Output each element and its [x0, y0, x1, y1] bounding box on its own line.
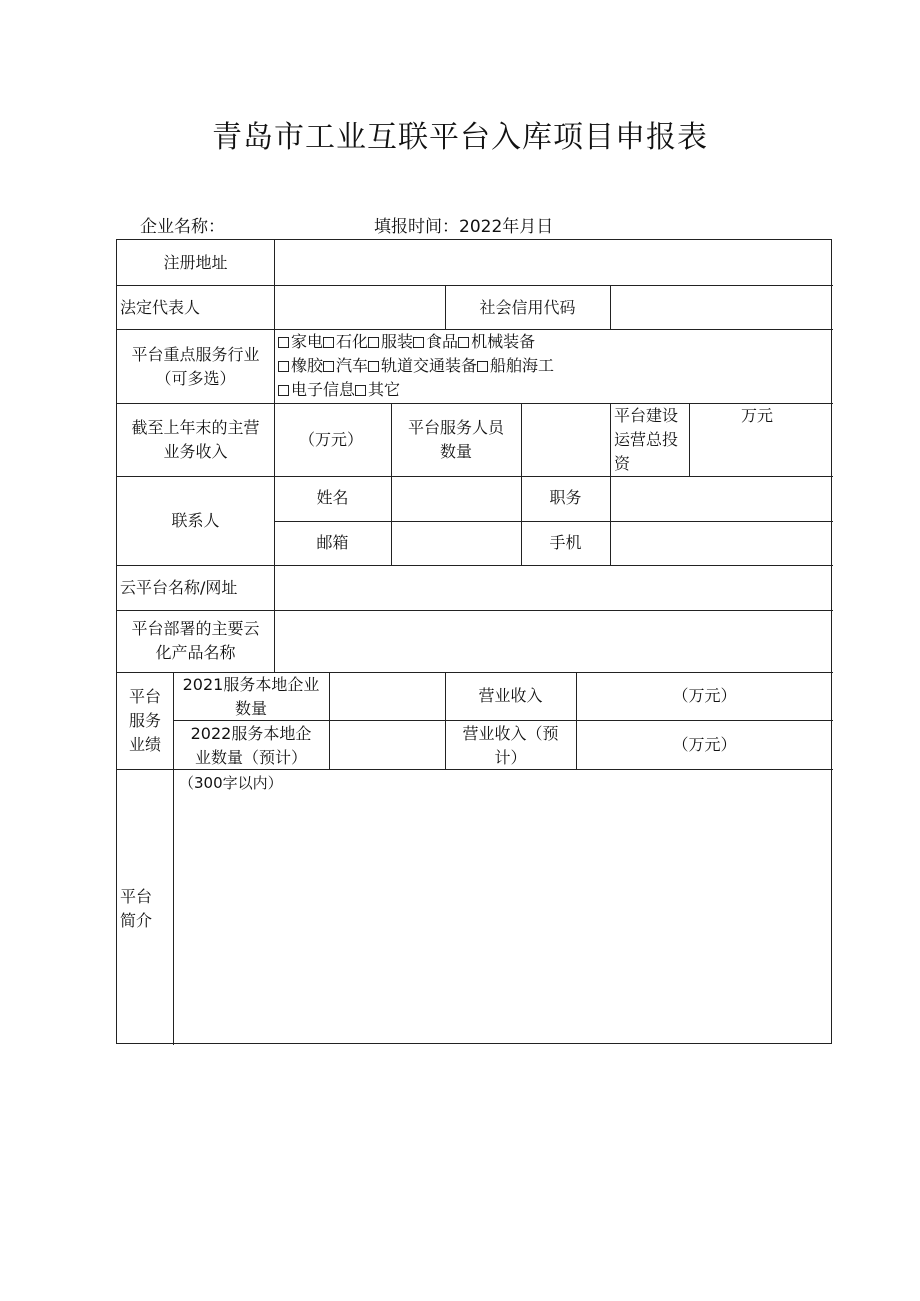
performance-label: 平台 [128, 687, 161, 706]
cloud-name-url-label: 云平台名称/网址 [120, 578, 238, 597]
staff-count-label-2: 数量 [439, 442, 472, 461]
cloud-name-url-field[interactable] [275, 566, 833, 610]
page-title: 青岛市工业互联平台入库项目申报表 [212, 120, 708, 155]
credit-code-label: 社会信用代码 [479, 298, 576, 317]
checkbox-icon[interactable] [278, 361, 289, 372]
industry-option[interactable]: 家电 [278, 332, 323, 351]
contact-email-label: 邮箱 [316, 533, 349, 552]
checkbox-icon[interactable] [477, 361, 488, 372]
credit-code-field[interactable] [611, 286, 833, 329]
contact-phone-field[interactable] [611, 522, 833, 565]
staff-count-field[interactable] [522, 404, 610, 476]
legal-rep-field[interactable] [275, 286, 445, 329]
legal-rep-label: 法定代表人 [120, 298, 201, 317]
revenue-unit[interactable]: （万元） [299, 430, 364, 449]
industry-options-row-1 [278, 330, 535, 354]
industry-option[interactable]: 橡胶 [278, 356, 323, 375]
revenue-label-2: 业务收入 [163, 442, 228, 461]
investment-label-2: 运营总投 [614, 430, 679, 449]
industry-option[interactable]: 其它 [355, 380, 400, 399]
cloud-products-label-2: 化产品名称 [155, 643, 236, 662]
industry-options-row-2 [278, 354, 554, 378]
count-2022-field[interactable] [330, 721, 445, 769]
industry-option[interactable]: 食品 [413, 332, 458, 351]
contact-email-field[interactable] [392, 522, 521, 565]
performance-label-3: 业绩 [128, 735, 161, 754]
industry-option[interactable]: 电子信息 [278, 380, 355, 399]
industry-option[interactable]: 石化 [323, 332, 368, 351]
row-divider [117, 403, 833, 404]
revenue-2021-label: 营业收入 [478, 686, 543, 705]
intro-label: 平台 [120, 887, 153, 906]
investment-label-3: 资 [614, 454, 631, 473]
count-2021-field[interactable] [330, 673, 445, 720]
checkbox-icon[interactable] [413, 337, 424, 348]
count-2022-label: 2022服务本地企 [190, 724, 312, 743]
contact-name-field[interactable] [392, 477, 521, 521]
cloud-products-field[interactable] [275, 611, 833, 672]
intro-hint: （300字以内） [179, 774, 283, 792]
revenue-2022-unit[interactable]: （万元） [672, 735, 737, 754]
revenue-2022-label-2: 计） [494, 748, 527, 767]
investment-label: 平台建设 [614, 406, 679, 425]
industry-options-row-3 [278, 378, 400, 402]
industry-option[interactable]: 轨道交通装备 [368, 356, 477, 375]
revenue-2022-label: 营业收入（预 [462, 724, 559, 743]
investment-unit[interactable]: 万元 [741, 406, 774, 425]
industry-label-note: （可多选） [155, 369, 236, 388]
enterprise-name-label: 企业名称： [140, 217, 225, 237]
performance-label-2: 服务 [128, 711, 161, 730]
industry-option[interactable]: 服装 [368, 332, 413, 351]
industry-option[interactable]: 船舶海工 [477, 356, 554, 375]
checkbox-icon[interactable] [278, 337, 289, 348]
application-form [116, 239, 832, 1044]
fill-time-label: 填报时间：2022年月日 [374, 217, 554, 237]
checkbox-icon[interactable] [355, 385, 366, 396]
col-divider [689, 403, 690, 476]
checkbox-icon[interactable] [368, 337, 379, 348]
industry-option[interactable]: 汽车 [323, 356, 368, 375]
contact-label: 联系人 [171, 511, 220, 530]
checkbox-icon[interactable] [323, 337, 334, 348]
revenue-2021-unit[interactable]: （万元） [672, 686, 737, 705]
contact-position-field[interactable] [611, 477, 833, 521]
industry-label: 平台重点服务行业 [131, 345, 260, 364]
checkbox-icon[interactable] [278, 385, 289, 396]
industry-option[interactable]: 机械装备 [458, 332, 535, 351]
checkbox-icon[interactable] [368, 361, 379, 372]
count-2021-label-2: 数量 [234, 699, 267, 718]
staff-count-label: 平台服务人员 [407, 418, 504, 437]
intro-textarea[interactable] [174, 796, 833, 1044]
count-2022-label-2: 业数量（预计） [194, 748, 307, 767]
checkbox-icon[interactable] [323, 361, 334, 372]
checkbox-icon[interactable] [458, 337, 469, 348]
revenue-label: 截至上年末的主营 [131, 418, 260, 437]
contact-name-label: 姓名 [316, 488, 349, 507]
registered-address-label: 注册地址 [163, 253, 228, 272]
registered-address-field[interactable] [275, 240, 833, 285]
count-2021-label: 2021服务本地企业 [182, 675, 320, 694]
contact-phone-label: 手机 [549, 533, 582, 552]
cloud-products-label: 平台部署的主要云 [131, 619, 260, 638]
intro-label-2: 简介 [120, 911, 153, 930]
contact-position-label: 职务 [549, 488, 582, 507]
